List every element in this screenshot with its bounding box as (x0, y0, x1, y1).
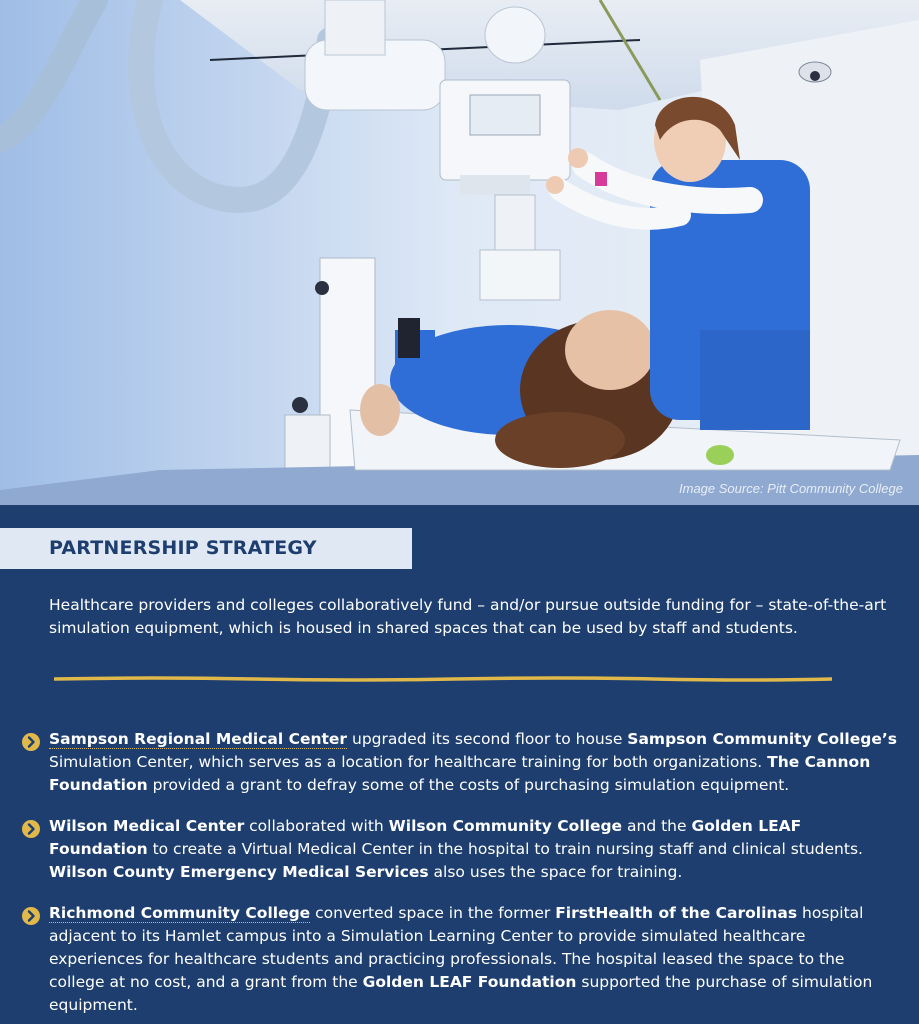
chevron-right-icon (22, 733, 40, 751)
text-span: Simulation Center, which serves as a location for healthcare training for both organizations. (49, 753, 768, 771)
simulation-lab-illustration (0, 0, 919, 505)
text-span: and the (622, 817, 692, 835)
strong-text: Sampson Community College’s (627, 730, 897, 748)
text-span: hospital adjacent to its Hamlet campus into a Simulation Learning Center to provide simulated healthcare experiences for healthcare students and practicing professionals. The hospital leased the space to the college at no cost, and a grant from the (49, 904, 864, 991)
list-item-text (49, 728, 902, 797)
list-item (22, 902, 902, 1017)
chevron-right-icon (22, 907, 40, 925)
sampson-regional-link[interactable]: Sampson Regional Medical Center (49, 730, 348, 748)
text-span: collaborated with (244, 817, 389, 835)
list-item-text (49, 815, 902, 884)
list-item (22, 815, 902, 884)
image-source-caption: Image Source: Pitt Community College (679, 481, 903, 496)
list-item (22, 728, 902, 797)
list-item-text (49, 902, 902, 1017)
strong-text: FirstHealth of the Carolinas (555, 904, 798, 922)
text-span: upgraded its second floor to house (347, 730, 628, 748)
strong-text: Golden LEAF Foundation (49, 817, 802, 858)
strong-text: Wilson County Emergency Medical Services (49, 863, 429, 881)
text-span: to create a Virtual Medical Center in the hospital to train nursing staff and clinical students. (147, 840, 863, 858)
section-title: PARTNERSHIP STRATEGY (49, 537, 317, 559)
strong-text: Wilson Medical Center (49, 817, 245, 835)
section-intro: Healthcare providers and colleges collaboratively fund – and/or pursue outside funding for – state-of-the-art simulation equipment, which is housed in shared spaces that can be used by staff and students. (49, 596, 887, 637)
hero-photo (0, 0, 919, 505)
strong-text: The Cannon Foundation (49, 753, 871, 794)
strong-text: Golden LEAF Foundation (362, 973, 577, 991)
text-span: also uses the space for training. (428, 863, 683, 881)
richmond-community-college-link[interactable]: Richmond Community College (49, 904, 311, 922)
chevron-right-icon (22, 820, 40, 838)
text-span: provided a grant to defray some of the costs of purchasing simulation equipment. (147, 776, 790, 794)
text-span: supported the purchase of simulation equipment. (49, 973, 873, 1014)
gold-divider (54, 676, 832, 682)
strong-text: Wilson Community College (388, 817, 623, 835)
text-span: converted space in the former (310, 904, 556, 922)
